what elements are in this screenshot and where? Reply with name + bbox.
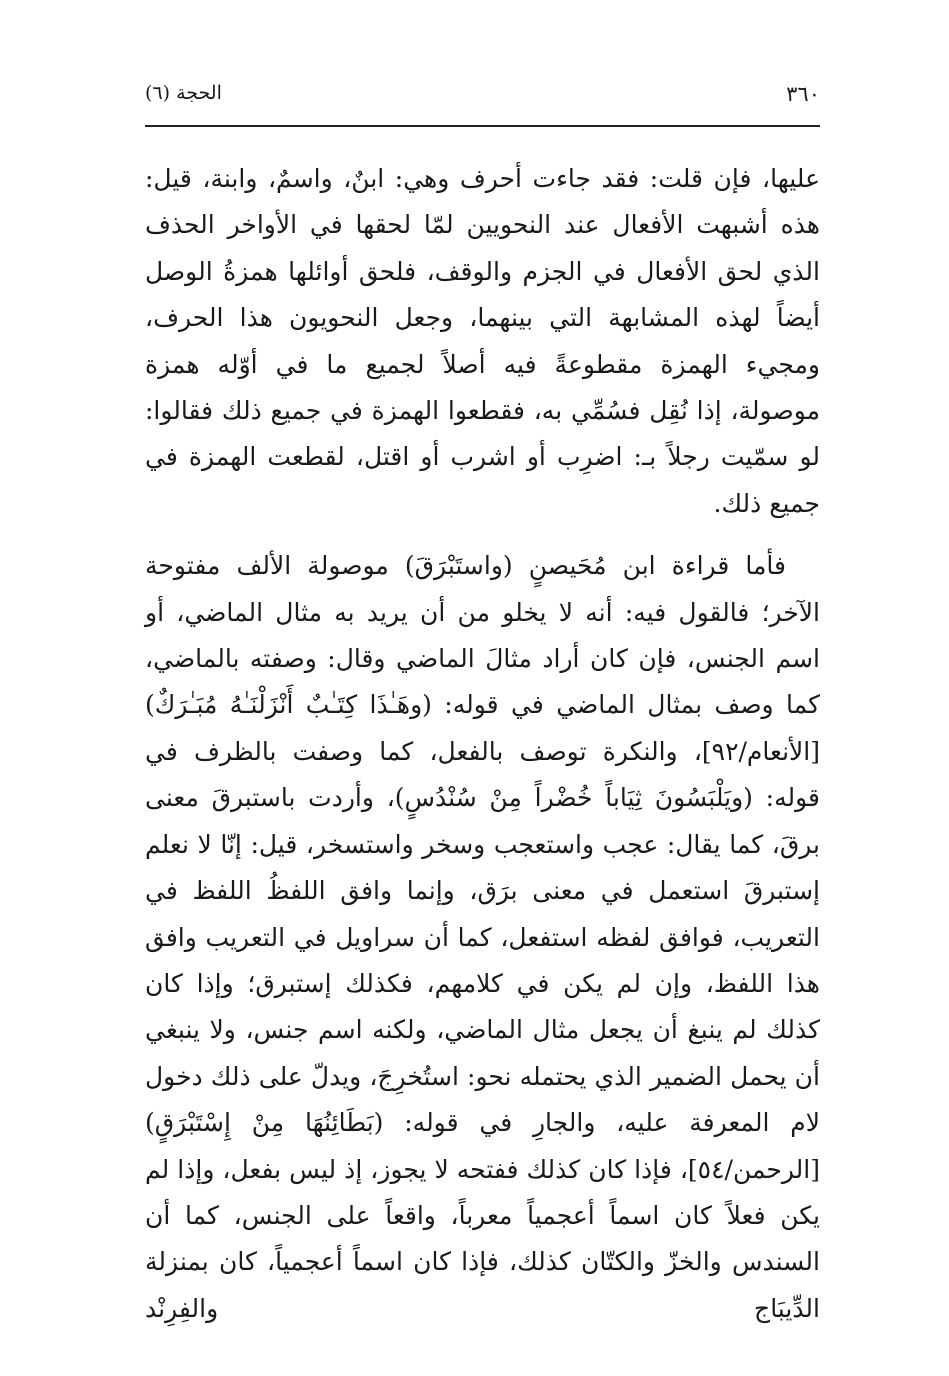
running-title: الحجة (٦): [145, 82, 222, 104]
page-number: ٣٦٠: [786, 82, 820, 106]
paragraph-ibn-muhaysin-reading: فأما قراءة ابن مُحَيصنٍ (واستَبْرَقَ) موصولة الألف مفتوحة الآخر؛ فالقول فيه: أنه لا يخلو من أن يريد به مثال الماضي، أو اسم الجنس، فإن كان أراد مثالَ الماضي وقال: وصفته بالماضي، كما وصف بمثال الماضي في قوله: (وهَـٰذَا كِتَـٰبٌ أَنْزَلْنَـٰهُ مُبَـٰرَكٌ) [الأنعام/٩٢]، والنكرة توصف بالفعل، كما وصفت بالظرف في قوله: (ويَلْبَسُونَ ثِيَاباً خُضْراً مِنْ سُنْدُسٍ)، وأردت باستبرقَ معنى برقَ، كما يقال: عجب واستعجب وسخر واستسخر، قيل: إنّا لا نعلم إستبرقَ استعمل في معنى برَق، وإنما وافق اللفظُ اللفظ في التعريب، فوافق لفظه استفعل، كما أن سراويل في التعريب وافق هذا اللفظ، وإن لم يكن في كلامهم، فكذلك إستبرق؛ وإذا كان كذلك لم ينبغ أن يجعل مثال الماضي، ولكنه اسم جنس، ولا ينبغي أن يحمل الضمير الذي يحتمله نحو: استُخرِجَ، ويدلّ على ذلك دخول لام المعرفة عليه، والجارِ في قوله: (بَطَائِنُهَا مِنْ إِسْتَبْرَقٍ) [الرحمن/٥٤]، فإذا كان كذلك ففتحه لا يجوز، إذ ليس بفعل، وإذا لم يكن فعلاً كان اسماً أعجمياً معرباً، واقعاً على الجنس، كما أن السندس والخزّ والكتّان كذلك، فإذا كان اسماً أعجمياً، كان بمنزلة الدِّيبَاج والفِرِنْد: [145, 551, 820, 1323]
page-header: [145, 78, 820, 118]
header-divider: [145, 125, 820, 127]
paragraph-continued: عليها، فإن قلت: فقد جاءت أحرف وهي: ابنٌ، واسمٌ، وابنة، قيل: هذه أشبهت الأفعال عند النحويين لمّا لحقها في الأواخر الحذف الذي لحق الأفعال في الجزم والوقف، فلحق أوائلها همزةُ الوصل أيضاً لهذه المشابهة التي بينهما، وجعل النحويون هذا الحرف، ومجيء الهمزة مقطوعةً فيه أصلاً لجميع ما في أوّله همزة موصولة، إذا نُقِل فسُمِّي به، فقطعوا الهمزة في جميع ذلك فقالوا: لو سمّيت رجلاً بـ: اضرِب أو اشرب أو اقتل، لقطعت الهمزة في جميع ذلك.: [145, 164, 820, 518]
body-text: [145, 156, 820, 1332]
